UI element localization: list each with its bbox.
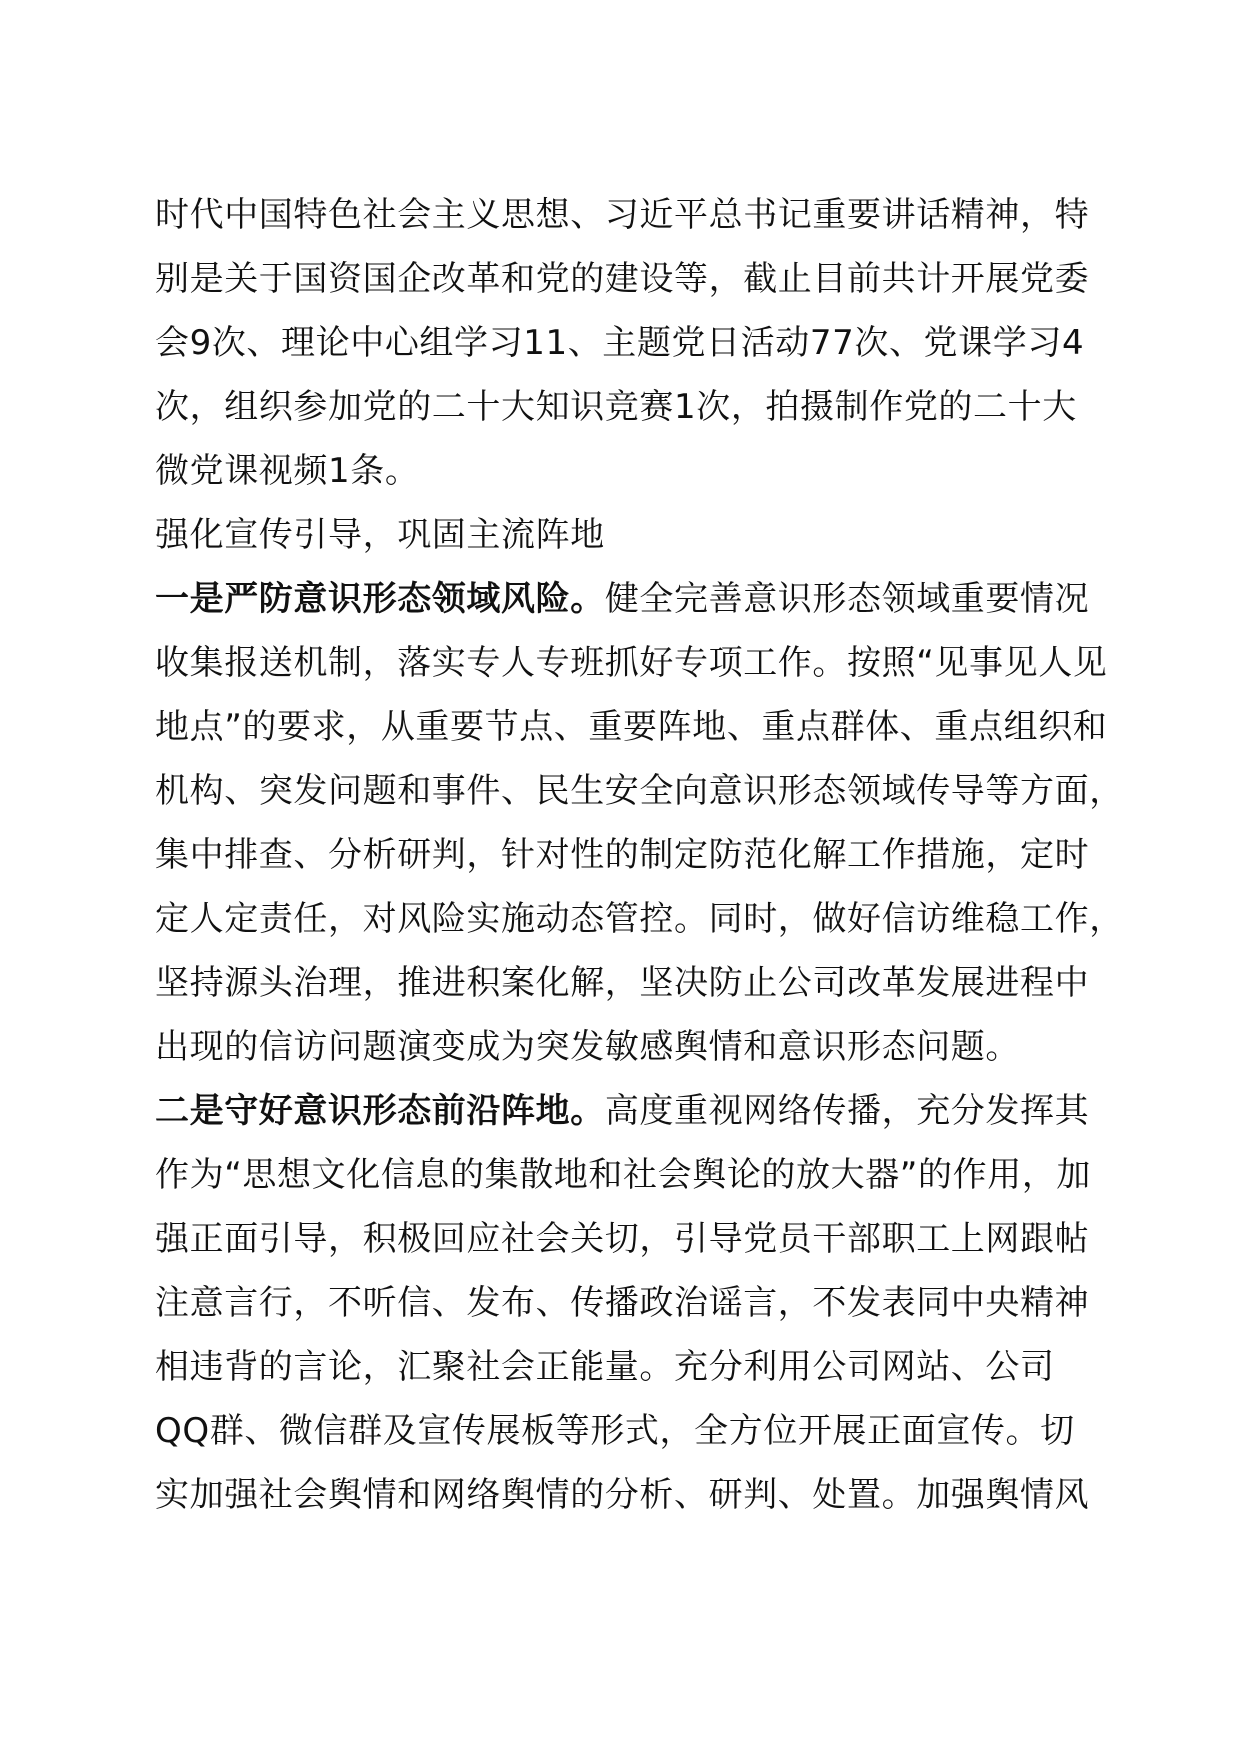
body-text-line: 相违背的言论，汇聚社会正能量。充分利用公司网站、公司: [155, 1347, 1055, 1387]
body-text-line: 会9次、理论中心组学习11、主题党日活动77次、党课学习4: [155, 323, 1085, 363]
body-text-line: QQ群、微信群及宣传展板等形式，全方位开展正面宣传。切: [155, 1411, 1075, 1451]
body-text-line: 坚持源头治理，推进积案化解，坚决防止公司改革发展进程中: [155, 963, 1090, 1003]
body-text-line: 集中排查、分析研判，针对性的制定防范化解工作措施，定时: [155, 835, 1090, 875]
paragraph-one-text: 健全完善意识形态领域重要情况: [604, 579, 1090, 619]
body-text-line: 别是关于国资国企改革和党的建设等，截止目前共计开展党委: [155, 259, 1090, 299]
body-text-line: 地点”的要求，从重要节点、重要阵地、重点群体、重点组织和: [155, 707, 1108, 747]
body-text-line: 强正面引导，积极回应社会关切，引导党员干部职工上网跟帖: [155, 1219, 1090, 1259]
section-heading: 强化宣传引导，巩固主流阵地: [155, 515, 605, 555]
paragraph-two-first-line: [155, 1078, 1089, 1144]
body-text-line: 机构、突发问题和事件、民生安全向意识形态领域传导等方面，: [155, 771, 1124, 811]
paragraph-two-text: 高度重视网络传播，充分发挥其: [604, 1091, 1090, 1131]
body-text-line: 出现的信访问题演变成为突发敏感舆情和意识形态问题。: [155, 1027, 1020, 1067]
body-text-line: 作为“思想文化信息的集散地和社会舆论的放大器”的作用，加: [155, 1155, 1092, 1195]
body-text-line: 实加强社会舆情和网络舆情的分析、研判、处置。加强舆情风: [155, 1475, 1090, 1515]
body-text-line: 微党课视频1条。: [155, 451, 420, 491]
paragraph-one-bold-lead: 一是严防意识形态领域风险。: [155, 579, 605, 619]
body-text-line: 次，组织参加党的二十大知识竞赛1次，拍摄制作党的二十大: [155, 387, 1077, 427]
body-text-line: 定人定责任，对风险实施动态管控。同时，做好信访维稳工作，: [155, 899, 1124, 939]
body-text-line: 收集报送机制，落实专人专班抓好专项工作。按照“见事见人见: [155, 643, 1108, 683]
body-text-line: 注意言行，不听信、发布、传播政治谣言，不发表同中央精神: [155, 1283, 1090, 1323]
body-text-line: 时代中国特色社会主义思想、习近平总书记重要讲话精神，特: [155, 195, 1090, 235]
paragraph-two-bold-lead: 二是守好意识形态前沿阵地。: [155, 1091, 605, 1131]
paragraph-one-first-line: [155, 566, 1089, 632]
